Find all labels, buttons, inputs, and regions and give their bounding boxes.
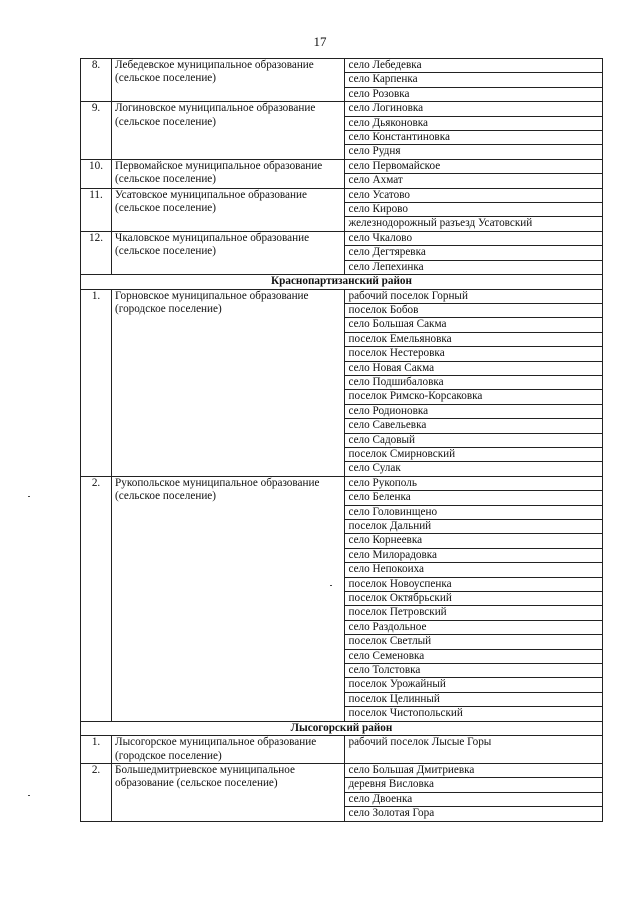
- settlement-name: село Чкалово: [345, 231, 603, 245]
- settlement-name: поселок Октябрьский: [345, 592, 603, 606]
- settlement-name: село Головинщено: [345, 505, 603, 519]
- settlement-name: село Розовка: [345, 87, 603, 101]
- settlement-name: поселок Емельяновка: [345, 332, 603, 346]
- municipality-name: Первомайское муниципальное образование (сельское поселение): [112, 159, 345, 188]
- municipality-name: Лебедевское муниципальное образование (сельское поселение): [112, 59, 345, 102]
- municipality-name: Рукопольское муниципальное образование (сельское поселение): [112, 476, 345, 721]
- settlement-name: железнодорожный разъезд Усатовский: [345, 217, 603, 231]
- municipality-name: Горновское муниципальное образование (городское поселение): [112, 289, 345, 476]
- settlement-name: поселок Чистопольский: [345, 707, 603, 721]
- settlement-name: поселок Нестеровка: [345, 347, 603, 361]
- entry-number: 2.: [81, 763, 112, 821]
- region-header-row: [81, 721, 603, 735]
- settlement-name: село Золотая Гора: [345, 807, 603, 821]
- settlement-name: село Садовый: [345, 433, 603, 447]
- settlement-name: село Карпенка: [345, 73, 603, 87]
- municipality-name: Большедмитриевское муниципальное образование (сельское поселение): [112, 763, 345, 821]
- settlement-name: село Толстовка: [345, 664, 603, 678]
- table-row: [81, 736, 603, 764]
- settlement-name: село Двоенка: [345, 792, 603, 806]
- entry-number: 11.: [81, 188, 112, 231]
- entry-number: 8.: [81, 59, 112, 102]
- settlement-name: село Беленка: [345, 491, 603, 505]
- region-title: Краснопартизанский район: [81, 275, 603, 289]
- settlement-name: поселок Римско-Корсаковка: [345, 390, 603, 404]
- municipality-name: Логиновское муниципальное образование (сельское поселение): [112, 102, 345, 160]
- settlement-name: деревня Висловка: [345, 778, 603, 792]
- settlement-name: село Логиновка: [345, 102, 603, 116]
- settlement-name: поселок Светлый: [345, 635, 603, 649]
- settlement-name: село Семеновка: [345, 649, 603, 663]
- settlement-name: поселок Новоуспенка: [345, 577, 603, 591]
- settlement-name: село Подшибаловка: [345, 375, 603, 389]
- settlement-name: поселок Целинный: [345, 692, 603, 706]
- entry-number: 2.: [81, 476, 112, 721]
- table-row: [81, 289, 603, 303]
- settlement-name: поселок Бобов: [345, 303, 603, 317]
- settlement-name: поселок Петровский: [345, 606, 603, 620]
- settlement-name: село Большая Дмитриевка: [345, 763, 603, 777]
- table-body: [81, 59, 603, 822]
- scan-mark: [28, 496, 30, 497]
- settlement-name: село Савельевка: [345, 419, 603, 433]
- municipality-name: Усатовское муниципальное образование (сельское поселение): [112, 188, 345, 231]
- settlement-name: село Родионовка: [345, 404, 603, 418]
- table-row: [81, 188, 603, 202]
- municipality-name: Лысогорское муниципальное образование (городское поселение): [112, 736, 345, 764]
- entry-number: 12.: [81, 231, 112, 274]
- settlement-name: село Усатово: [345, 188, 603, 202]
- settlement-name: село Кирово: [345, 203, 603, 217]
- settlement-name: село Рукополь: [345, 476, 603, 490]
- settlement-name: рабочий поселок Лысые Горы: [345, 736, 603, 764]
- settlement-name: село Лебедевка: [345, 59, 603, 73]
- settlement-name: село Первомайское: [345, 159, 603, 173]
- settlement-name: село Дьяконовка: [345, 116, 603, 130]
- scan-mark: [330, 585, 332, 586]
- table-row: [81, 476, 603, 490]
- region-header-row: [81, 275, 603, 289]
- page-number: 17: [313, 34, 327, 49]
- settlement-name: село Сулак: [345, 462, 603, 476]
- settlement-name: село Милорадовка: [345, 548, 603, 562]
- settlement-name: рабочий поселок Горный: [345, 289, 603, 303]
- settlement-name: село Ахмат: [345, 174, 603, 188]
- municipality-name: Чкаловское муниципальное образование (сельское поселение): [112, 231, 345, 274]
- settlement-name: село Дегтяревка: [345, 246, 603, 260]
- settlement-name: поселок Смирновский: [345, 447, 603, 461]
- settlement-name: поселок Дальний: [345, 520, 603, 534]
- table-row: [81, 159, 603, 173]
- table-row: [81, 59, 603, 73]
- settlement-name: село Раздольное: [345, 620, 603, 634]
- settlements-table: [80, 58, 603, 822]
- settlement-name: село Непокоиха: [345, 563, 603, 577]
- entry-number: 9.: [81, 102, 112, 160]
- region-title: Лысогорский район: [81, 721, 603, 735]
- entry-number: 1.: [81, 736, 112, 764]
- table-row: [81, 231, 603, 245]
- table-row: [81, 102, 603, 116]
- settlement-name: село Большая Сакма: [345, 318, 603, 332]
- settlement-name: село Новая Сакма: [345, 361, 603, 375]
- settlement-name: село Корнеевка: [345, 534, 603, 548]
- entry-number: 10.: [81, 159, 112, 188]
- settlement-name: село Рудня: [345, 145, 603, 159]
- scan-mark: [28, 795, 30, 796]
- settlement-name: село Лепехинка: [345, 260, 603, 274]
- entry-number: 1.: [81, 289, 112, 476]
- settlement-name: поселок Урожайный: [345, 678, 603, 692]
- table-row: [81, 763, 603, 777]
- settlement-name: село Константиновка: [345, 131, 603, 145]
